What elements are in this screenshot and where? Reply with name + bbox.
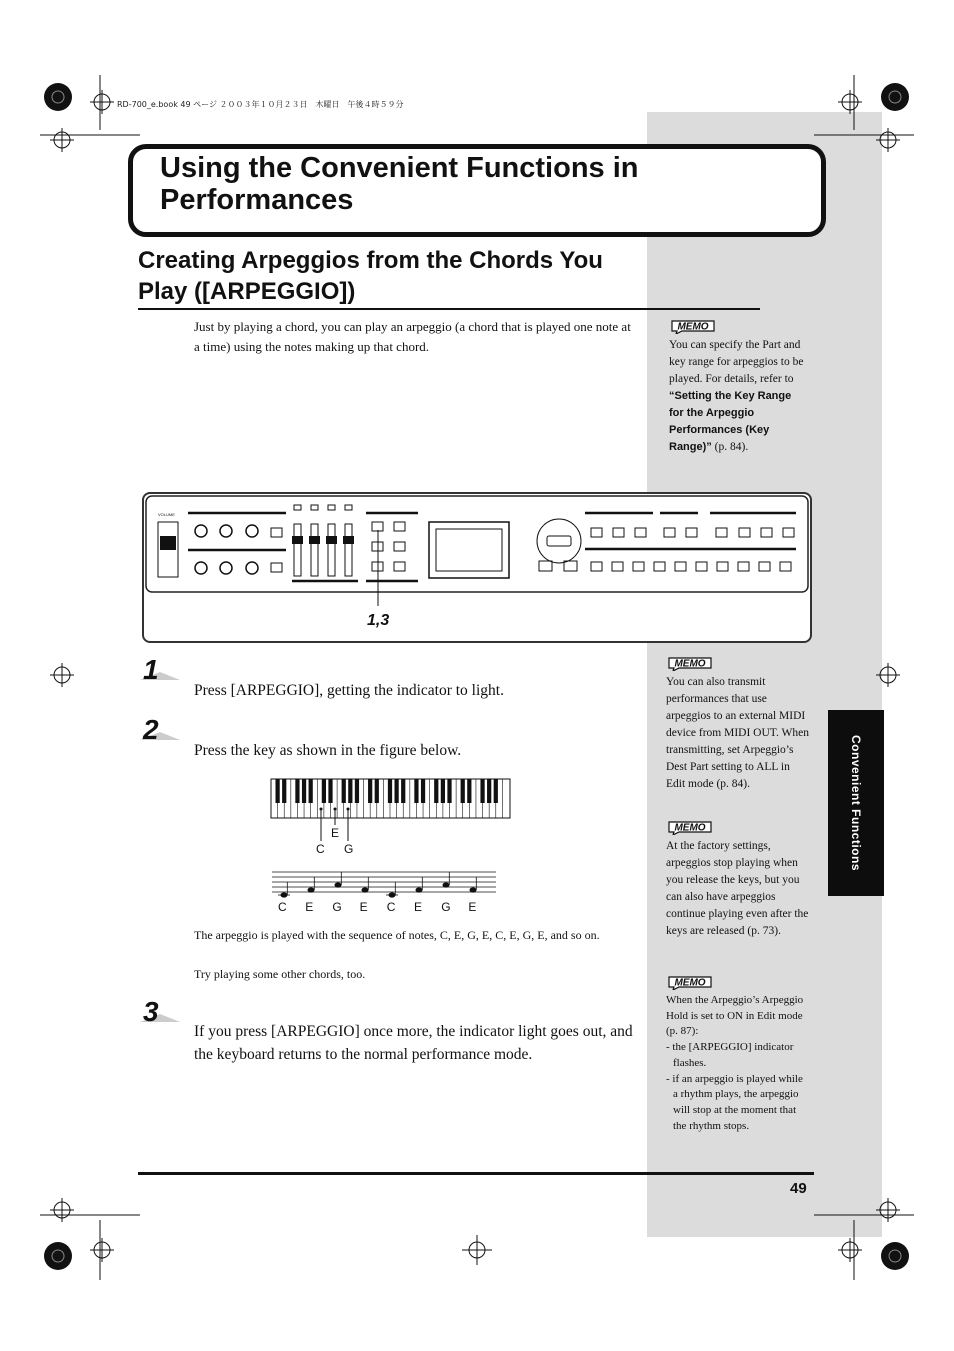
note-head [335,882,342,887]
black-key [467,779,471,803]
step-1-text: Press [ARPEGGIO], getting the indicator to light. [194,682,504,699]
black-key [414,779,418,803]
note-name: E [414,900,423,914]
note-name: G [332,900,342,914]
black-key [461,779,465,803]
note-name: E [468,900,477,914]
control-panel-figure [142,492,812,643]
memo-3-text: At the factory settings, arpeggios stop playing when you release the keys, but you can also have arpeggios continue playing even after the keys are released (p. 73). [666,840,809,937]
step-2-number: 2 [143,714,159,745]
arpeggio-sequence-text: The arpeggio is played with the sequence of notes, C, E, G, E, C, E, G, E, and so on. [194,928,600,942]
intro-text: Just by playing a chord, you can play an arpeggio (a chord that is played one note at a time) using the notes making up that chord. [194,319,631,354]
memo-badge-label: MEMO [674,822,706,834]
note-head [416,887,423,892]
memo-badge-label: MEMO [677,321,709,333]
black-key [487,779,491,803]
black-key [302,779,306,803]
memo-2-text: You can also transmit performances that use arpeggios to an external MIDI device from MIDI OUT. When transmitting, set Arpeggio’s Dest Part setting to ALL in Edit mode (p. 84). [666,676,809,790]
memo-4-item: - if an arpeggio is played while a rhythm plays, the arpeggio will stop at the moment that the rhythm stops. [666,1072,803,1132]
memo-icon [667,820,713,835]
note-name: C [278,900,287,914]
note-head [308,887,315,892]
memo-icon [667,975,713,990]
file-info: RD-700_e.book 49 ページ ２００３年１０月２３日 木曜日 午後４時５９分 [117,100,404,109]
chapter-tab-label: Convenient Functions [849,735,863,871]
try-other-chords-text: Try playing some other chords, too. [194,967,366,981]
memo-4 [666,993,810,1134]
chapter-title: Using the Convenient Functions in Performances [160,152,639,216]
black-key [394,779,398,803]
black-key [388,779,392,803]
note-name-row [278,900,498,916]
memo-1 [669,337,807,456]
step-2-text: Press the key as shown in the figure below. [194,742,462,759]
black-key [480,779,484,803]
black-key [275,779,279,803]
note-head [470,887,477,892]
step-3-number: 3 [143,996,159,1027]
memo-1-page: (p. 84). [711,441,749,453]
note-name: E [359,900,368,914]
staff-notes [278,872,477,898]
black-key [421,779,425,803]
black-key [295,779,299,803]
control-panel-drawing [144,494,810,641]
memo-1-text: You can specify the Part and key range for arpeggios to be played. For details, refer to [669,339,804,385]
note-name: C [386,900,396,914]
memo-1-reference: “Setting the Key Range for the Arpeggio Performances (Key Range)” [669,390,792,453]
key-label-e: E [331,826,340,840]
step-1-number: 1 [143,654,159,685]
black-key [282,779,286,803]
note-name: G [441,900,451,914]
section-rule [138,308,760,310]
note-head [443,882,450,887]
music-staff [270,868,500,898]
memo-icon [670,319,716,334]
page-number: 49 [790,1180,807,1197]
black-key [434,779,438,803]
black-key [494,779,498,803]
memo-4-item: - the [ARPEGGIO] indicator flashes. [666,1041,794,1069]
key-label-c: C [316,842,325,856]
memo-4-text: When the Arpeggio’s Arpeggio Hold is set to ON in Edit mode (p. 87): [666,994,804,1038]
note-head [362,887,369,892]
step-3-text: If you press [ARPEGGIO] once more, the indicator light goes out, and the keyboard returns to the normal performance mode. [194,1023,633,1063]
memo-badge-label: MEMO [674,977,706,989]
note-name: E [305,900,314,914]
black-key [375,779,379,803]
key-label-g: G [344,842,354,856]
keyboard-figure [270,778,512,823]
black-key [447,779,451,803]
memo-icon [667,656,713,671]
panel-callout: 1,3 [367,612,390,629]
section-title: Creating Arpeggios from the Chords You Play ([ARPEGGIO]) [138,247,603,305]
svg-text:VOLUME: VOLUME [158,512,175,517]
key-pointer-lines [310,800,370,845]
black-key [441,779,445,803]
black-key [401,779,405,803]
memo-badge-label: MEMO [674,658,706,670]
footer-rule [138,1172,814,1175]
